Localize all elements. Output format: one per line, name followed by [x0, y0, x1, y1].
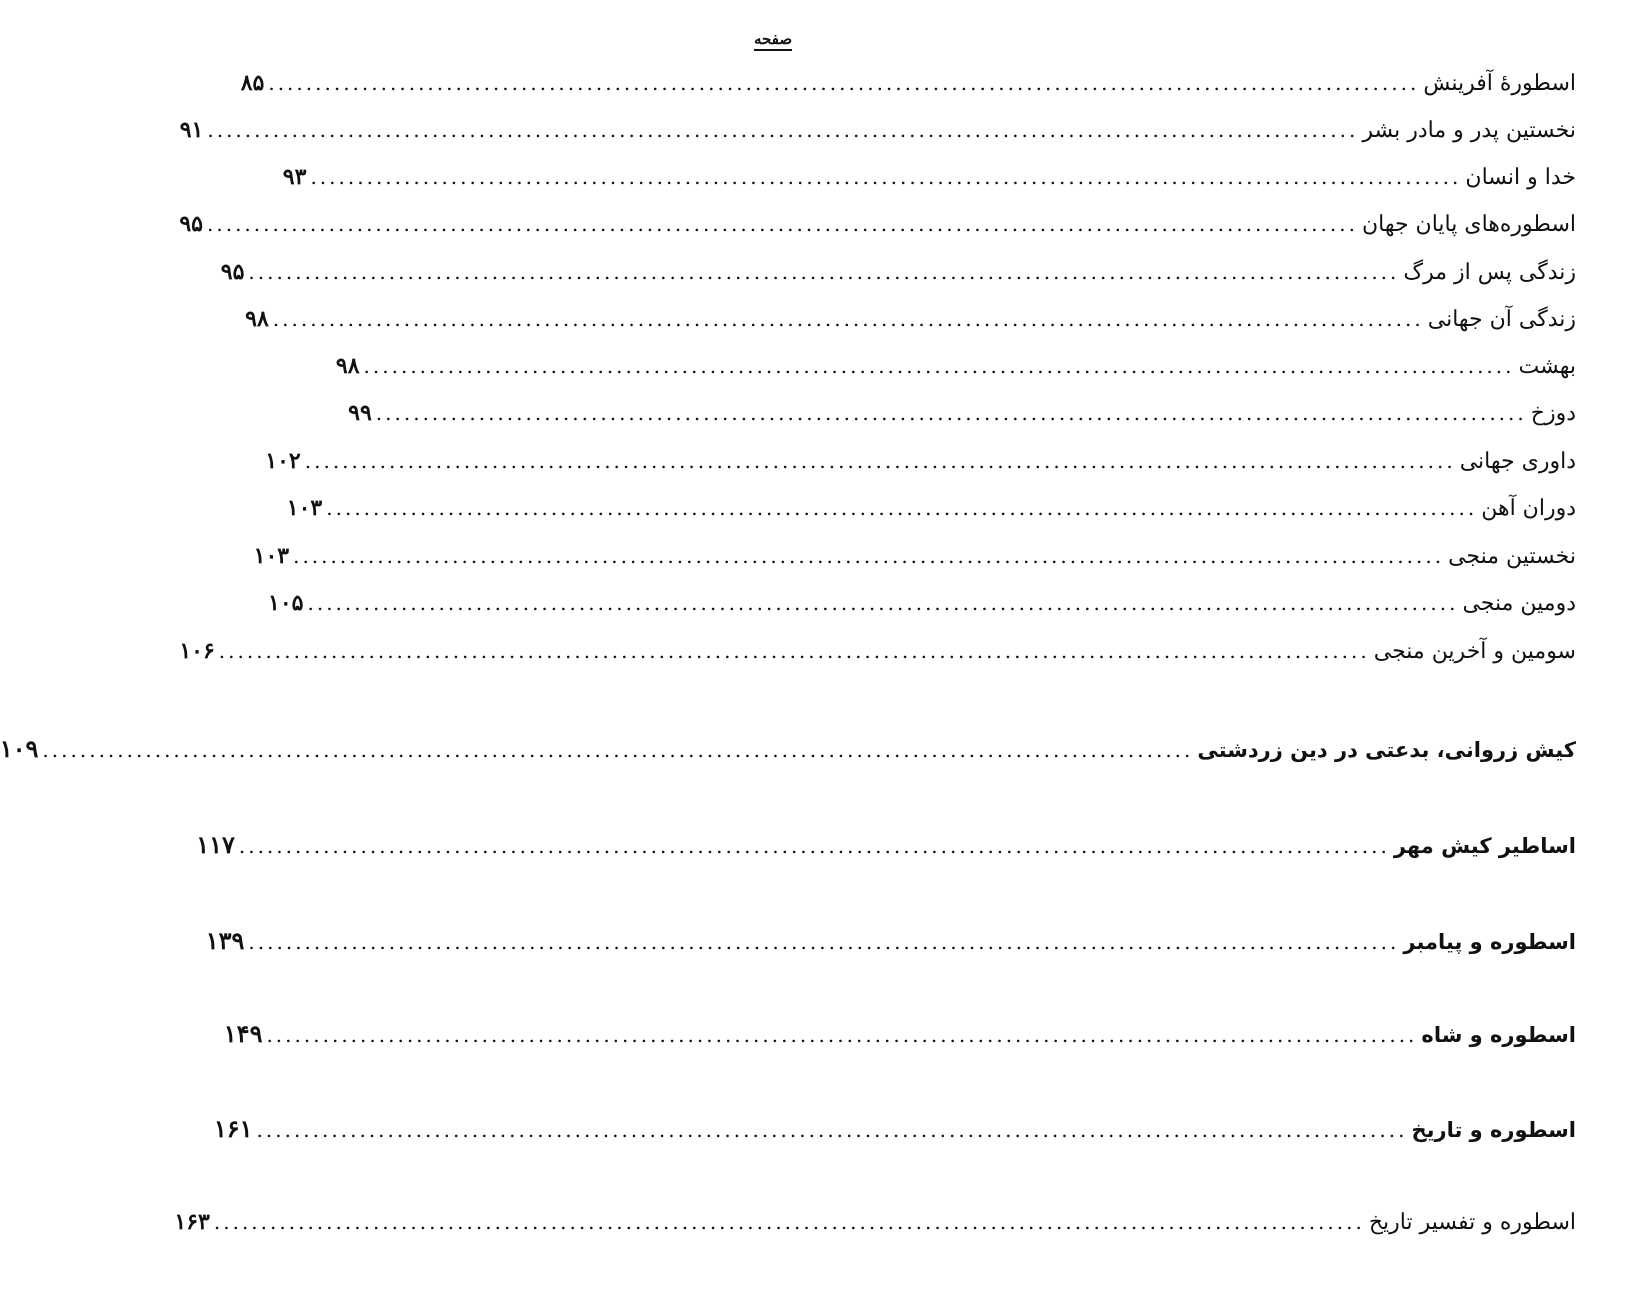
toc-entry-title: زندگی آن جهانی — [1427, 307, 1576, 332]
toc-entry-page: ۹۳ — [282, 164, 307, 190]
toc-entry-title: خدا و انسان — [1465, 165, 1576, 190]
toc-entry-title: اسطوره و تفسیر تاریخ — [1368, 1210, 1576, 1235]
toc-entry-page: ۱۰۲ — [265, 448, 301, 474]
dot-leader: ........................................................................................................................... — [268, 71, 1420, 95]
toc-entry-page: ۹۹ — [348, 400, 372, 426]
toc-entry-page: ۱۰۳ — [286, 495, 323, 521]
dot-leader: ........................................................................................................................... — [248, 930, 1400, 954]
toc-entry-title: نخستین منجی — [1448, 544, 1576, 569]
toc-chapter-entry — [196, 830, 1576, 859]
toc-entry — [265, 448, 1576, 474]
toc-entry-title: نخستین پدر و مادر بشر — [1362, 118, 1576, 143]
dot-leader: ........................................................................................................................... — [307, 591, 1459, 615]
toc-entry-page: ۸۵ — [240, 70, 265, 96]
dot-leader: ........................................................................................................................... — [218, 639, 1370, 663]
toc-entry-title: اسطوره و شاه — [1421, 1023, 1576, 1047]
dot-leader: ........................................................................................................................... — [326, 496, 1478, 520]
toc-entry — [335, 353, 1576, 379]
toc-entry — [282, 164, 1576, 190]
toc-entry-title: کیش زروانی، بدعتی در دین زردشتی — [1197, 738, 1576, 762]
toc-entry-page: ۱۶۱ — [213, 1114, 253, 1143]
dot-leader: ........................................................................................................................... — [207, 212, 1358, 236]
toc-entry-page: ۹۸ — [245, 306, 269, 332]
toc-entry — [179, 638, 1576, 664]
toc-entry-page: ۱۰۹ — [0, 734, 39, 763]
toc-entry-page: ۱۴۹ — [223, 1019, 263, 1048]
toc-entry — [253, 543, 1576, 569]
dot-leader: ........................................................................................................................... — [363, 354, 1515, 378]
toc-entry — [286, 495, 1576, 521]
toc-entry-page: ۱۰۵ — [268, 590, 304, 616]
toc-entry-title: داوری جهانی — [1459, 449, 1576, 474]
toc-chapter-entry — [205, 926, 1576, 955]
toc-chapter-entry — [223, 1019, 1576, 1048]
toc-entry — [179, 211, 1576, 237]
toc-entry-title: اسطوره و پیامبر — [1403, 930, 1576, 954]
toc-entry — [245, 306, 1576, 332]
toc-entry — [348, 400, 1576, 426]
toc-entry — [268, 590, 1576, 616]
dot-leader: ........................................................................................................................... — [42, 738, 1194, 762]
toc-entry-page: ۱۳۹ — [205, 926, 245, 955]
dot-leader: ........................................................................................................................... — [207, 118, 1359, 142]
page-column-header: صفحه — [754, 30, 792, 51]
dot-leader: ........................................................................................................................... — [238, 834, 1390, 858]
toc-chapter-entry — [213, 1114, 1576, 1143]
toc-entry-page: ۱۰۶ — [179, 638, 215, 664]
toc-entry-page: ۹۱ — [179, 117, 204, 143]
dot-leader: ........................................................................................................................... — [213, 1210, 1365, 1234]
toc-entry-title: اساطیر کیش مهر — [1393, 834, 1576, 858]
toc-entry-title: دوران آهن — [1481, 496, 1576, 521]
dot-leader: ........................................................................................................................... — [266, 1023, 1418, 1047]
toc-entry-page: ۹۵ — [220, 259, 245, 285]
toc-entry-page: ۹۵ — [179, 211, 203, 237]
dot-leader: ........................................................................................................................... — [293, 544, 1445, 568]
toc-entry-page: ۱۱۷ — [196, 830, 235, 859]
toc-entry — [240, 70, 1576, 96]
toc-entry-page: ۱۶۳ — [174, 1209, 210, 1235]
toc-entry-title: دوزخ — [1530, 401, 1576, 426]
toc-entry-title: سومین و آخرین منجی — [1373, 639, 1576, 664]
toc-entry-title: اسطوره‌های پایان جهان — [1361, 212, 1576, 237]
dot-leader: ........................................................................................................................... — [256, 1118, 1408, 1142]
toc-entry-page: ۹۸ — [335, 353, 360, 379]
toc-entry-title: اسطورهٔ آفرینش — [1423, 71, 1576, 96]
toc-entry — [174, 1209, 1576, 1235]
toc-chapter-entry — [0, 734, 1576, 763]
toc-entry-title: زندگی پس از مرگ — [1403, 260, 1576, 285]
toc-entry-title: بهشت — [1518, 354, 1576, 379]
toc-entry — [220, 259, 1576, 285]
dot-leader: ........................................................................................................................... — [375, 401, 1527, 425]
toc-entry-title: اسطوره و تاریخ — [1411, 1118, 1576, 1142]
dot-leader: ........................................................................................................................... — [304, 449, 1456, 473]
dot-leader: ........................................................................................................................... — [248, 260, 1400, 284]
toc-entry-title: دومین منجی — [1462, 591, 1576, 616]
toc-entry-page: ۱۰۳ — [253, 543, 290, 569]
dot-leader: ........................................................................................................................... — [310, 165, 1462, 189]
toc-entry — [179, 117, 1576, 143]
dot-leader: ........................................................................................................................... — [272, 307, 1424, 331]
